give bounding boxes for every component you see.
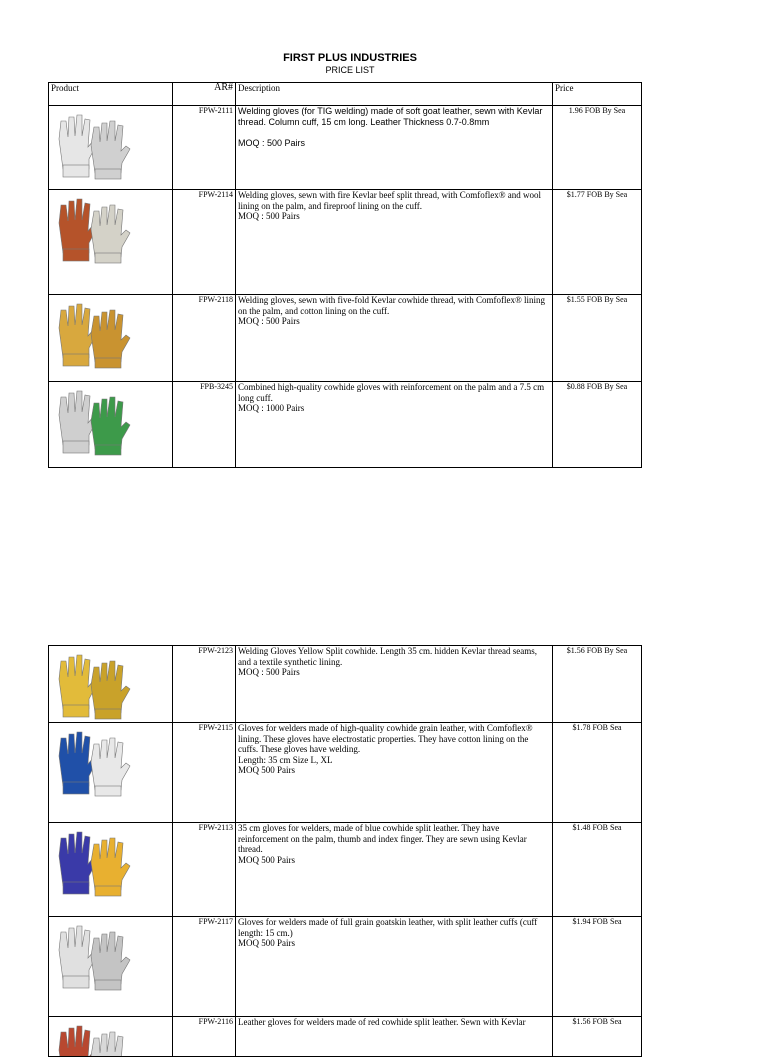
product-description	[236, 723, 553, 823]
glove-image	[53, 726, 141, 798]
description-line: Gloves for welders made of full grain goatskin leather, with split leather cuffs (cuff length: 15 cm.)	[238, 917, 538, 938]
product-description	[236, 823, 553, 917]
price-table-1	[48, 82, 642, 468]
description-line: MOQ 500 Pairs	[238, 854, 296, 865]
description-line: Welding gloves (for TIG welding) made of soft goat leather, sewn with Kevlar thread. Column cuff, 15 cm long. Leather Thickness 0.7-0.8mm	[238, 106, 543, 127]
description-line	[238, 127, 550, 138]
description-line: Welding gloves, sewn with fire Kevlar beef split thread, with Comfoflex® and wool lining on the palm, and fireproof lining on the cuff.	[238, 190, 542, 211]
product-image-cell	[49, 106, 173, 190]
product-description	[236, 917, 553, 1017]
product-column-header: Product	[49, 83, 173, 106]
product-price: $1.48 FOB Sea	[553, 823, 642, 917]
product-row	[49, 1017, 642, 1057]
product-row	[49, 917, 642, 1017]
ar-number: FPB-3245	[173, 382, 236, 468]
description-line: MOQ : 1000 Pairs	[238, 403, 305, 413]
product-price: $1.56 FOB By Sea	[553, 646, 642, 723]
product-row	[49, 190, 642, 295]
product-price: $1.94 FOB Sea	[553, 917, 642, 1017]
product-price: $1.56 FOB Sea	[553, 1017, 642, 1057]
product-price: 1.96 FOB By Sea	[553, 106, 642, 190]
glove-image	[53, 109, 141, 181]
product-price: $0.88 FOB By Sea	[553, 382, 642, 468]
price-table-2	[48, 645, 642, 1057]
product-price: $1.55 FOB By Sea	[553, 295, 642, 382]
product-image-cell	[49, 382, 173, 468]
ar-number: FPW-2111	[173, 106, 236, 190]
description-line: 35 cm gloves for welders, made of blue cowhide split leather. They have reinforcement on the palm, thumb and index finger. They are sewn using Kevlar thread.	[238, 823, 527, 854]
company-name: FIRST PLUS INDUSTRIES	[283, 52, 417, 64]
description-line: Gloves for welders made of high-quality cowhide grain leather, with Comfoflex® lining. These gloves have electrostatic properties. They have cotton lining on the cuffs. These gloves have welding.	[238, 723, 533, 754]
description-line: Welding gloves, sewn with five-fold Kevlar cowhide thread, with Comfoflex® lining on the palm, and cotton lining on the cuff.	[238, 295, 546, 316]
glove-image	[53, 649, 141, 721]
product-description	[236, 295, 553, 382]
product-row	[49, 106, 642, 190]
product-image-cell	[49, 917, 173, 1017]
ar-number: FPW-2113	[173, 823, 236, 917]
product-price: $1.78 FOB Sea	[553, 723, 642, 823]
glove-image	[53, 298, 141, 370]
product-image-cell	[49, 1017, 173, 1057]
description-line: Welding Gloves Yellow Split cowhide. Length 35 cm. hidden Kevlar thread seams, and a textile synthetic lining.	[238, 646, 537, 667]
ar-number: FPW-2118	[173, 295, 236, 382]
product-description	[236, 1017, 553, 1057]
description-line: MOQ 500 Pairs	[238, 938, 296, 948]
product-row	[49, 723, 642, 823]
glove-image	[53, 826, 141, 898]
product-description	[236, 190, 553, 295]
product-row	[49, 382, 642, 468]
product-row	[49, 295, 642, 382]
glove-image	[53, 193, 141, 265]
glove-image	[53, 385, 141, 457]
price-list-subtitle: PRICE LIST	[325, 65, 375, 75]
ar-number: FPW-2123	[173, 646, 236, 723]
ar-number: FPW-2116	[173, 1017, 236, 1057]
description-line: MOQ 500 Pairs	[238, 765, 296, 775]
ar-column-header: AR#	[173, 83, 236, 106]
ar-number: FPW-2114	[173, 190, 236, 295]
description-column-header: Description	[236, 83, 553, 106]
product-description	[236, 106, 553, 190]
product-price: $1.77 FOB By Sea	[553, 190, 642, 295]
table-header-row	[49, 83, 642, 106]
description-line: Combined high-quality cowhide gloves with reinforcement on the palm and a 7.5 cm long cuff.	[238, 382, 545, 403]
glove-image	[53, 1020, 141, 1057]
description-line: Leather gloves for welders made of red cowhide split leather. Sewn with Kevlar	[238, 1017, 526, 1027]
ar-number: FPW-2115	[173, 723, 236, 823]
product-image-cell	[49, 190, 173, 295]
product-description	[236, 646, 553, 723]
product-image-cell	[49, 295, 173, 382]
product-description	[236, 382, 553, 468]
product-image-cell	[49, 723, 173, 823]
description-line: MOQ : 500 Pairs	[238, 667, 300, 677]
product-image-cell	[49, 646, 173, 723]
product-row	[49, 823, 642, 917]
price-column-header: Price	[553, 83, 642, 106]
description-line: MOQ : 500 Pairs	[238, 211, 300, 221]
description-line: Length: 35 cm Size L, XL	[238, 754, 333, 765]
description-line: MOQ : 500 Pairs	[238, 316, 300, 326]
ar-number: FPW-2117	[173, 917, 236, 1017]
description-line: MOQ : 500 Pairs	[238, 137, 306, 148]
glove-image	[53, 920, 141, 992]
product-row	[49, 646, 642, 723]
product-image-cell	[49, 823, 173, 917]
